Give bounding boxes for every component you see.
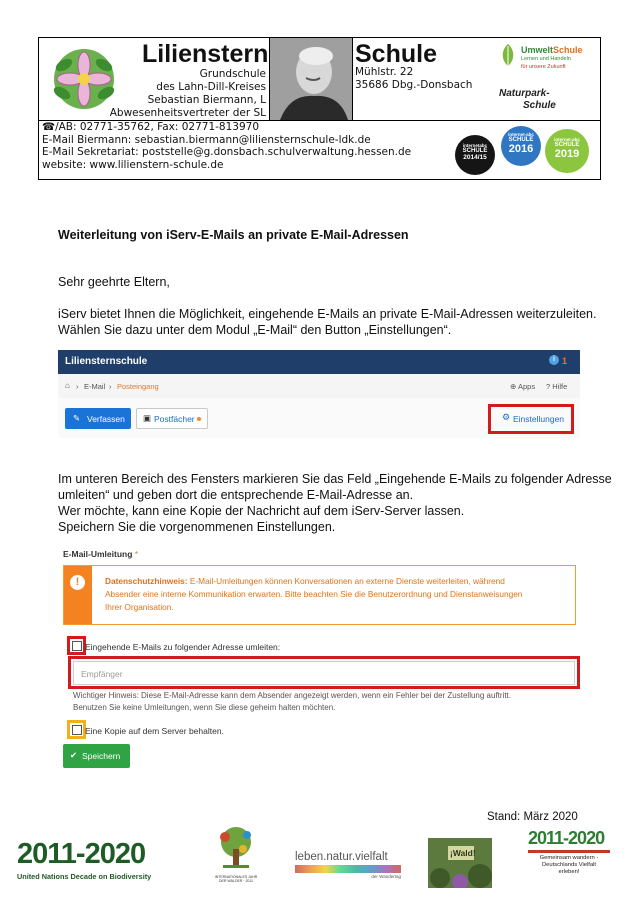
- breadcrumb-sep: ›: [109, 382, 112, 391]
- wald-forest-icon: [428, 838, 492, 888]
- info-icon[interactable]: i: [549, 355, 559, 365]
- settings-highlight: [488, 404, 574, 434]
- notice-line-2: Absender eine interne Kommunikation erwarten. Bitte beachten Sie die Benutzerordnung und Dienstanweisungen: [105, 589, 523, 599]
- mailboxes-label: Postfächer: [154, 414, 195, 424]
- naturpark-line1: Naturpark-: [499, 88, 550, 99]
- compose-label: Verfassen: [87, 414, 125, 424]
- breadcrumb-sep: ›: [76, 382, 79, 391]
- address-block: [355, 66, 472, 92]
- lnv-title: leben.natur.vielfalt: [295, 851, 388, 863]
- greeting: Sehr geehrte Eltern,: [58, 275, 170, 289]
- contact-block: [42, 121, 411, 171]
- page-heading: Weiterleitung von iServ-E-Mails an private E-Mail-Adressen: [58, 228, 409, 242]
- apps-link[interactable]: [510, 382, 535, 391]
- lnv-color-stripe: [295, 865, 401, 873]
- paragraph-2-line-3: Wer möchte, kann eine Kopie der Nachricht auf dem iServ-Server lassen.: [58, 504, 465, 518]
- website-line: website: www.lilienstern-schule.de: [42, 158, 224, 171]
- partner-logos-cell: [493, 38, 600, 120]
- notification-count: 1: [562, 356, 568, 366]
- badge-2016-mid: SCHULE: [508, 137, 534, 143]
- leben-natur-vielfalt-logo: [295, 851, 407, 887]
- compose-button[interactable]: [65, 408, 131, 429]
- hint-line-1: Wichtiger Hinweis: Diese E-Mail-Adresse kann dem Absender angezeigt werden, wenn ein Fehler bei der Zustellung auftritt.: [73, 691, 511, 700]
- exclamation-icon: !: [70, 575, 85, 590]
- keep-copy-label[interactable]: Eine Kopie auf dem Server behalten.: [85, 726, 224, 736]
- umwelt-sub2: für unsere Zukunft: [521, 64, 566, 70]
- portrait-cell: [269, 38, 353, 120]
- gear-icon: ⚙: [502, 413, 511, 423]
- badge-2016-year: 2016: [508, 143, 534, 155]
- mailboxes-button[interactable]: [136, 408, 208, 429]
- badge-2019-top: internet-abc: [554, 137, 580, 142]
- school-district: des Lahn-Dill-Kreises: [156, 81, 266, 93]
- breadcrumb-email[interactable]: E-Mail: [84, 382, 106, 391]
- settings-label: Einstellungen: [513, 414, 565, 424]
- paragraph-1-line-1: iServ bietet Ihnen die Möglichkeit, eingehende E-Mails an private E-Mail-Adressen weiterzuleiten.: [58, 307, 597, 321]
- notice-text: [105, 575, 565, 614]
- breadcrumb: [58, 374, 580, 399]
- city: 35686 Dbg.-Donsbach: [355, 79, 473, 91]
- check-icon: ✔: [70, 750, 78, 760]
- hint-line-2: Benutzen Sie keine Umleitungen, wenn Sie diese geheim halten möchten.: [73, 703, 336, 712]
- umwelt-logo-icon: [497, 42, 519, 68]
- notice-line-3: Ihrer Organisation.: [105, 602, 174, 612]
- letterhead: [38, 37, 601, 180]
- notice-line-1: E-Mail-Umleitungen können Konversationen an externe Dienste weiterleiten, während: [187, 576, 505, 586]
- school-principal: Sebastian Biermann, L: [147, 94, 266, 106]
- umwelt-sub: Lernen und Handeln: [521, 56, 571, 62]
- badge-2019-mid: SCHULE: [554, 142, 580, 148]
- pencil-icon: ✎: [73, 413, 81, 423]
- paragraph-1: [58, 306, 596, 338]
- recipient-placeholder: Empfänger: [81, 669, 123, 679]
- badge-2019-year: 2019: [554, 148, 580, 160]
- forward-checkbox-highlight: [67, 636, 86, 655]
- forest-year-logo: [207, 825, 265, 887]
- umwelt-title: [521, 45, 583, 55]
- paragraph-1-line-2: Wählen Sie dazu unter dem Modul „E-Mail“ den Button „Einstellungen“.: [58, 323, 452, 337]
- decade-caption-3: erleben!: [558, 869, 580, 875]
- notice-bold: Datenschutzhinweis:: [105, 576, 188, 586]
- keep-copy-highlight: [67, 720, 86, 739]
- lnv-sub: der Wandertag: [371, 874, 401, 879]
- badge-2014: [455, 135, 495, 175]
- wald-label: ¡Wald!: [450, 848, 476, 858]
- paragraph-2-line-2: umleiten“ und geben dort die entsprechende E-Mail-Adresse an.: [58, 488, 414, 502]
- un-decade-caption: United Nations Decade on Biodiversity: [17, 872, 152, 881]
- delivery-hint: [73, 690, 511, 714]
- badge-2016-top: internet-abc: [508, 132, 534, 137]
- home-icon[interactable]: ⌂: [65, 381, 70, 390]
- portrait-image: [270, 38, 353, 120]
- iserv-toolbar-screenshot: [58, 350, 580, 438]
- un-decade-years: 2011-2020: [17, 838, 146, 870]
- privacy-notice: [63, 565, 576, 625]
- address-cell: [353, 38, 493, 120]
- badge-2014-top: internetabc: [462, 143, 488, 148]
- decade-caption-2: Deutschlands Vielfalt: [541, 862, 597, 868]
- notice-sidebar: [64, 566, 92, 624]
- letterhead-top-row: [39, 38, 600, 121]
- help-label: Hilfe: [552, 382, 568, 391]
- mail-toolbar: [58, 398, 580, 438]
- umwelt-line2: Schule: [553, 45, 583, 55]
- document-date: Stand: März 2020: [487, 811, 578, 823]
- help-link[interactable]: [546, 382, 567, 391]
- umwelt-line1: Umwelt: [521, 45, 554, 55]
- wald-logo: [428, 838, 492, 888]
- email-principal-line: E-Mail Biermann: sebastian.biermann@liliensternschule-ldk.de: [42, 133, 371, 146]
- section-label-text: E-Mail-Umleitung: [63, 549, 133, 559]
- email-office-line: E-Mail Sekretariat: poststelle@g.donsbach.schulverwaltung.hessen.de: [42, 146, 412, 159]
- badge-2014-mid: SCHULE: [462, 148, 488, 154]
- paragraph-2: [58, 471, 612, 535]
- badge-2016: [501, 126, 541, 166]
- forest-caption-2: DER WÄLDER · 2011: [219, 879, 253, 883]
- badge-2014-year: 2014/15: [463, 154, 487, 161]
- school-name-cell: [39, 38, 269, 120]
- decade-years: 2011-2020: [528, 828, 605, 848]
- street: Mühlstr. 22: [355, 66, 414, 78]
- required-mark: *: [134, 549, 139, 559]
- school-name-part2: Schule: [355, 40, 437, 68]
- paragraph-2-line-4: Speichern Sie die vorgenommenen Einstellungen.: [58, 520, 336, 534]
- app-title: Liliensternschule: [65, 356, 148, 367]
- decade-caption-1: Gemeinsam wandern -: [539, 855, 599, 861]
- apps-icon: ⊕: [510, 382, 517, 391]
- school-name-part1: Lilienstern: [142, 40, 269, 68]
- decade-caption: [528, 855, 610, 876]
- badge-2019: [545, 129, 589, 173]
- inbox-icon: ▣: [143, 413, 152, 423]
- un-decade-logo: [17, 838, 179, 888]
- app-header-bar: [58, 350, 580, 374]
- unread-dot-icon: [197, 417, 201, 421]
- save-button[interactable]: [63, 744, 130, 768]
- naturpark-line2: Schule: [523, 100, 556, 111]
- school-details: [110, 68, 266, 120]
- phone-line: ☎/AB: 02771-35762, Fax: 02771-813970: [42, 121, 260, 133]
- recipient-input-highlight: [68, 656, 580, 689]
- apps-label: Apps: [517, 382, 536, 391]
- forward-label[interactable]: Eingehende E-Mails zu folgender Adresse umleiten:: [85, 642, 281, 652]
- paragraph-2-line-1: Im unteren Bereich des Fensters markieren Sie das Feld „Eingehende E-Mails zu folgender Adresse: [58, 472, 612, 486]
- breadcrumb-inbox[interactable]: Posteingang: [117, 382, 159, 391]
- school-type: Grundschule: [199, 68, 266, 80]
- forest-tree-icon: [207, 825, 265, 871]
- help-icon: ?: [546, 382, 551, 391]
- save-label: Speichern: [82, 751, 121, 761]
- school-deputy: Abwesenheitsvertreter der SL: [109, 107, 266, 119]
- wandertag-decade-logo: [528, 828, 614, 896]
- decade-stripe: [528, 850, 610, 853]
- forwarding-section-label: [63, 549, 138, 559]
- forest-caption-1: INTERNATIONALES JAHR: [214, 875, 258, 879]
